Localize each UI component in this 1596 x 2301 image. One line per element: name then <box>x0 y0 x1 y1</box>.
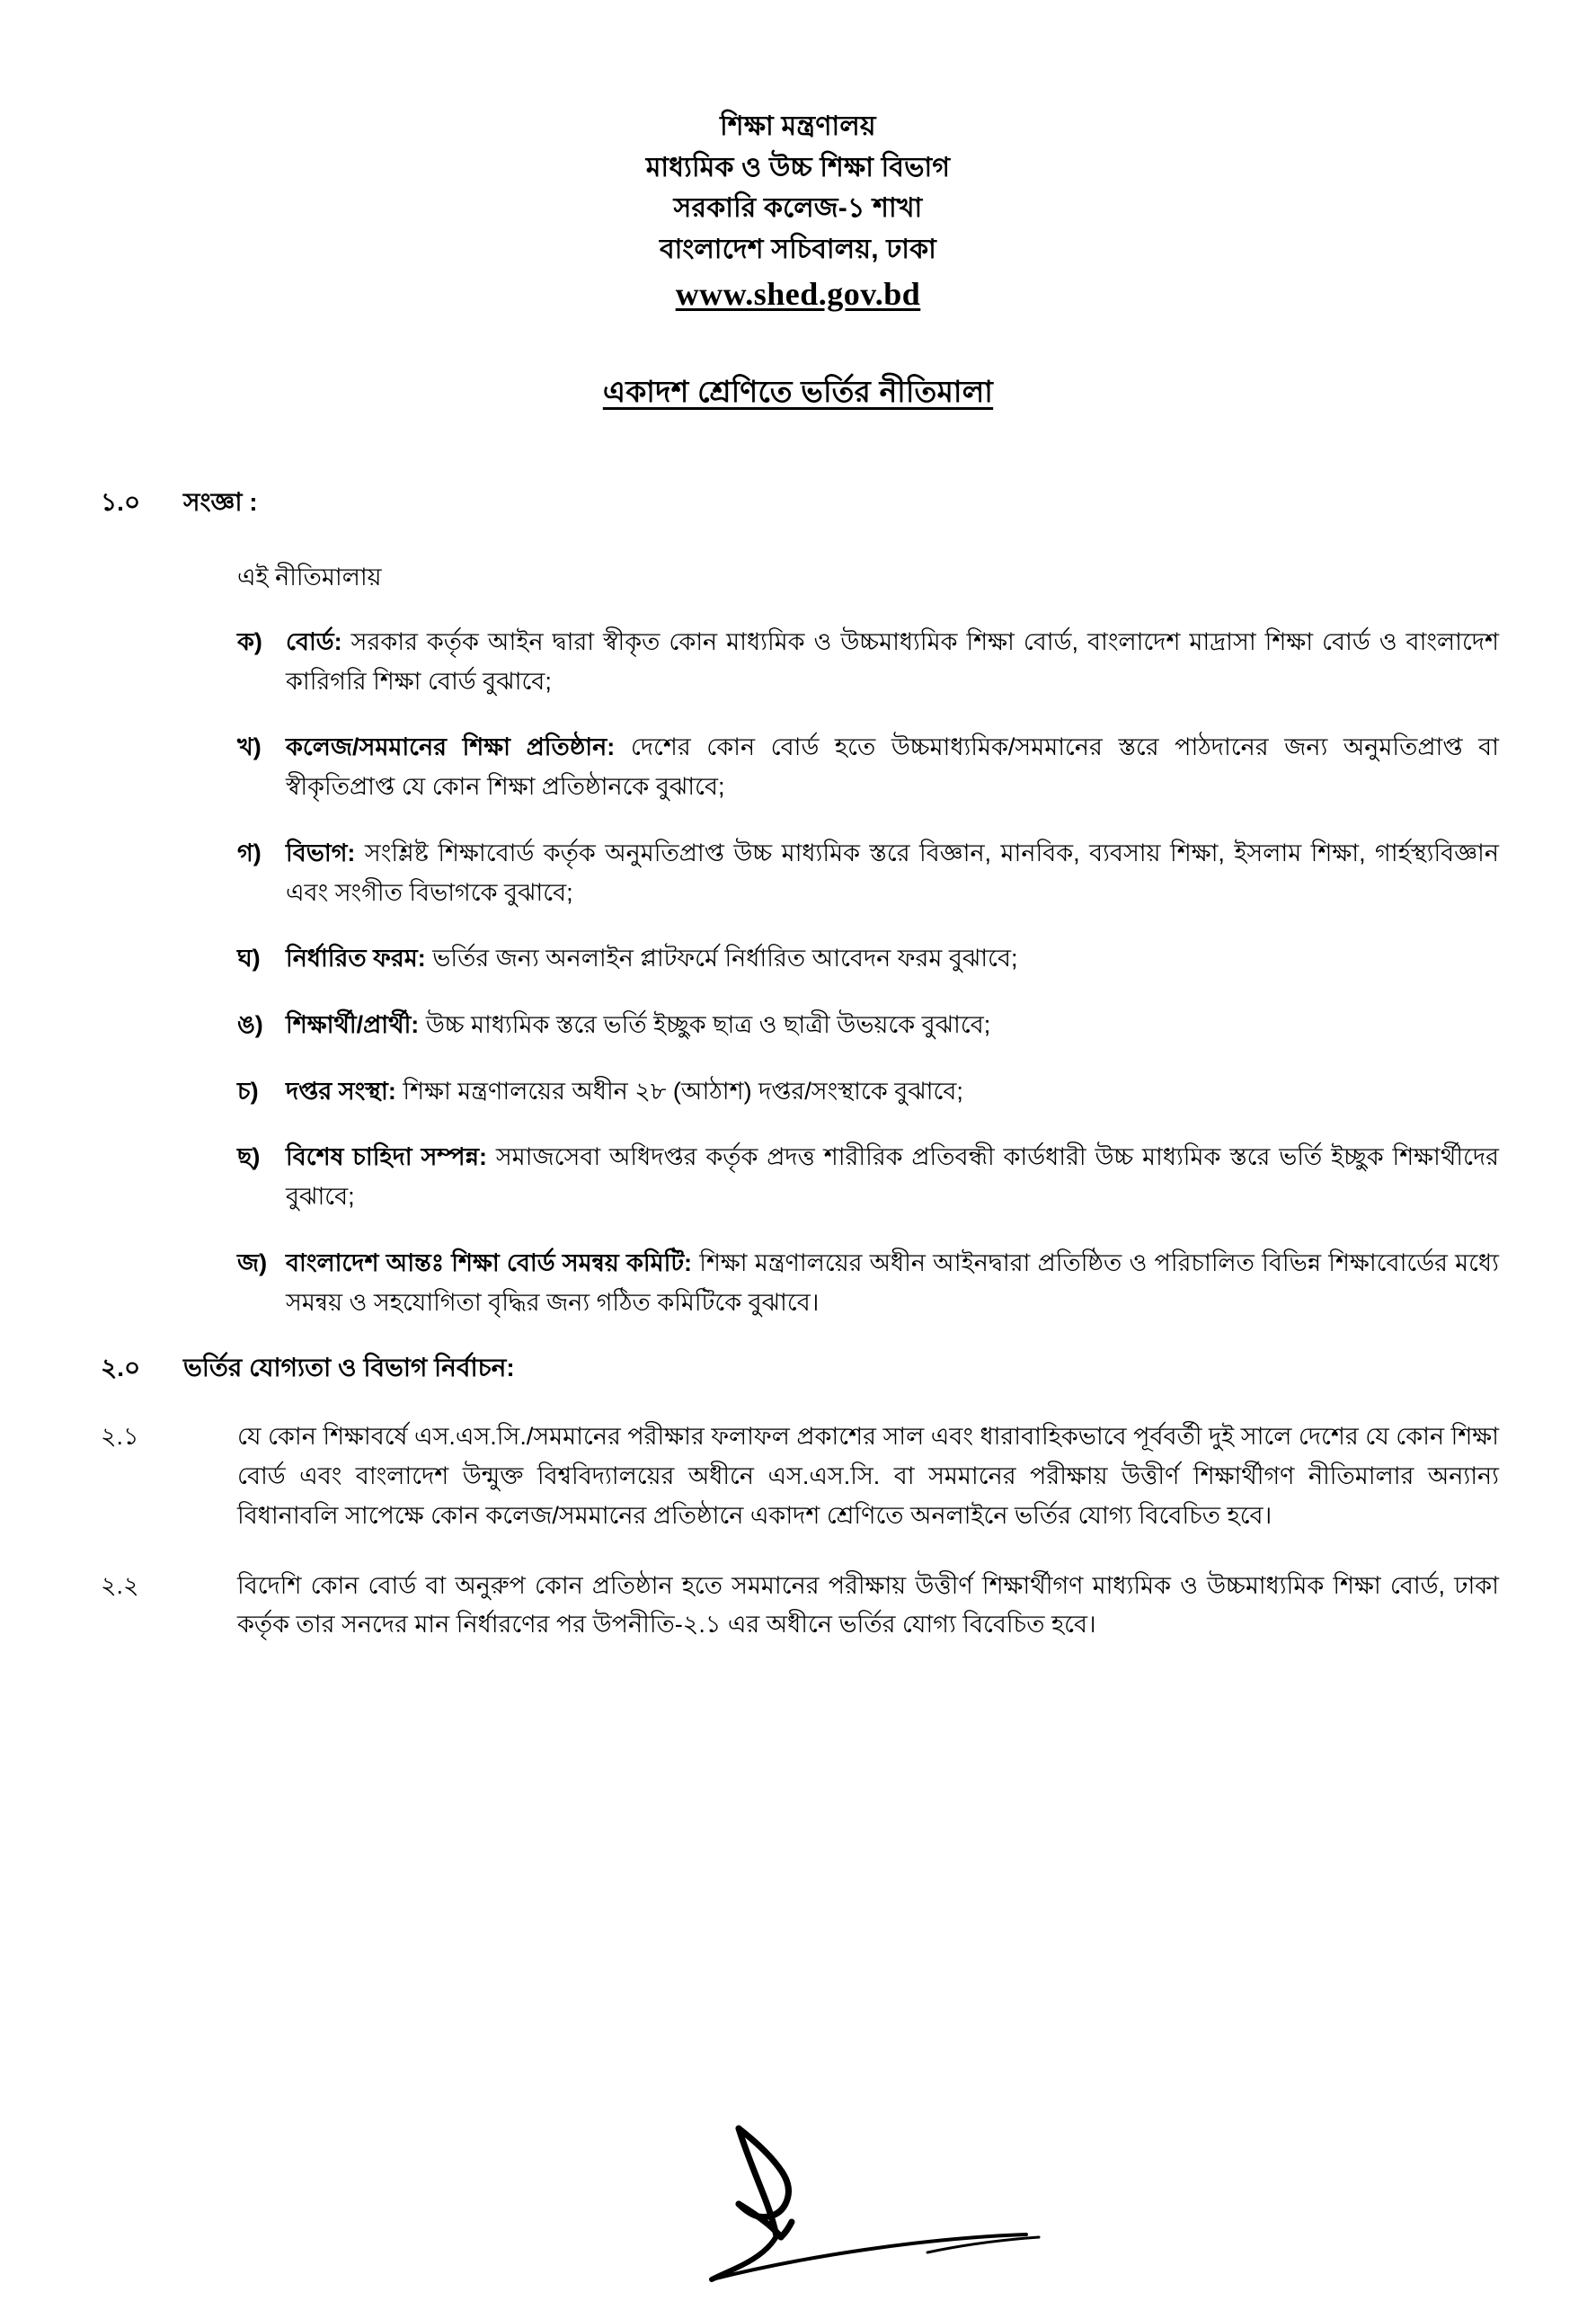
document-body <box>0 484 1596 1645</box>
list-item <box>237 834 1499 912</box>
item-body-gha: ভর্তির জন্য অনলাইন প্লাটফর্মে নির্ধারিত আবেদন ফরম বুঝাবে; <box>432 945 1018 973</box>
item-term-ka: বোর্ড: <box>286 627 342 655</box>
signature <box>692 2121 1069 2292</box>
item-term-ja: বাংলাদেশ আন্তঃ শিক্ষা বোর্ড সমন্বয় কমিটি: <box>286 1248 693 1276</box>
item-text-gha <box>286 939 1499 979</box>
section-number-1: ১.০ <box>101 488 141 517</box>
section-heading-row-eligibility <box>101 1349 1499 1387</box>
paragraph-number-2-2: ২.২ <box>101 1571 139 1599</box>
list-item <box>237 728 1499 806</box>
section-number-2: ২.০ <box>101 1354 141 1382</box>
list-item <box>237 1244 1499 1322</box>
item-marker-cha: চ) <box>237 1077 259 1105</box>
item-text-ga <box>286 834 1499 912</box>
item-term-gha: নির্ধারিত ফরম: <box>286 945 426 973</box>
list-item <box>237 623 1499 701</box>
document-header <box>0 0 1596 313</box>
item-text-ka <box>286 623 1499 701</box>
definitions-list <box>101 623 1499 1323</box>
item-marker-chha: ছ) <box>237 1143 261 1171</box>
item-marker-ja: জ) <box>237 1248 268 1276</box>
item-marker-gha: ঘ) <box>237 945 261 973</box>
item-text-uo <box>286 1006 1499 1045</box>
signature-stroke-icon <box>692 2121 1069 2292</box>
paragraph-2-1 <box>101 1417 1499 1535</box>
item-body-ja: শিক্ষা মন্ত্রণালয়ের অধীন আইনদ্বারা প্রতিষ্ঠিত ও পরিচালিত বিভিন্ন শিক্ষাবোর্ডের মধ্যে সমন্বয় ও সহযোগিতা বৃদ্ধির জন্য গঠিত কমিটিকে বুঝাবে। <box>286 1248 1499 1316</box>
item-body-ka: সরকার কর্তৃক আইন দ্বারা স্বীকৃত কোন মাধ্যমিক ও উচ্চমাধ্যমিক শিক্ষা বোর্ড, বাংলাদেশ মাদ্রাসা শিক্ষা বোর্ড ও বাংলাদেশ কারিগরি শিক্ষা বোর্ড বুঝাবে; <box>286 627 1499 695</box>
item-text-chha <box>286 1138 1499 1216</box>
definitions-intro: এই নীতিমালায় <box>237 564 382 591</box>
item-body-cha: শিক্ষা মন্ত্রণালয়ের অধীন ২৮ (আঠাশ) দপ্তর/সংস্থাকে বুঝাবে; <box>403 1077 963 1105</box>
item-marker-ka: ক) <box>237 627 262 655</box>
item-body-uo: উচ্চ মাধ্যমিক স্তরে ভর্তি ইচ্ছুক ছাত্র ও ছাত্রী উভয়কে বুঝাবে; <box>425 1011 991 1039</box>
list-item <box>237 939 1499 979</box>
item-body-kha: দেশের কোন বোর্ড হতে উচ্চমাধ্যমিক/সমমানের স্তরে পাঠদানের জন্য অনুমতিপ্রাপ্ত বা স্বীকৃতিপ্রাপ্ত যে কোন শিক্ষা প্রতিষ্ঠানকে বুঝাবে; <box>286 733 1499 801</box>
list-item <box>237 1072 1499 1112</box>
header-line-branch: সরকারি কলেজ-১ শাখা <box>673 193 923 224</box>
website-url[interactable]: www.shed.gov.bd <box>675 276 921 313</box>
section-title-2: ভর্তির যোগ্যতা ও বিভাগ নির্বাচন: <box>183 1354 515 1382</box>
item-text-kha <box>286 728 1499 806</box>
paragraph-text-2-1: যে কোন শিক্ষাবর্ষে এস.এস.সি./সমমানের পরীক্ষার ফলাফল প্রকাশের সাল এবং ধারাবাহিকভাবে পূর্ববর্তী দুই সালে দেশের যে কোন শিক্ষা বোর্ড এবং বাংলাদেশ উন্মুক্ত বিশ্ববিদ্যালয়ের অধীনে এস.এস.সি. বা সমমানের পরীক্ষায় উত্তীর্ণ শিক্ষার্থীগণ নীতিমালার অন্যান্য বিধানাবলি সাপেক্ষে কোন কলেজ/সমমানের প্রতিষ্ঠানে একাদশ শ্রেণিতে অনলাইনে ভর্তির যোগ্য বিবেচিত হবে। <box>237 1423 1499 1529</box>
section-title-1: সংজ্ঞা : <box>183 488 258 517</box>
header-line-address: বাংলাদেশ সচিবালয়, ঢাকা <box>659 234 937 264</box>
header-line-ministry: শিক্ষা মন্ত্রণালয় <box>720 111 876 141</box>
item-body-ga: সংশ্লিষ্ট শিক্ষাবোর্ড কর্তৃক অনুমতিপ্রাপ্ত উচ্চ মাধ্যমিক স্তরে বিজ্ঞান, মানবিক, ব্যবসায় শিক্ষা, ইসলাম শিক্ষা, গার্হস্থ্যবিজ্ঞান এবং সংগীত বিভাগকে বুঝাবে; <box>286 839 1499 906</box>
paragraph-2-2 <box>101 1567 1499 1645</box>
item-text-ja <box>286 1244 1499 1322</box>
item-text-cha <box>286 1072 1499 1112</box>
list-item <box>237 1006 1499 1045</box>
paragraph-number-2-1: ২.১ <box>101 1423 139 1451</box>
item-marker-ga: গ) <box>237 839 262 866</box>
page-title: একাদশ শ্রেণিতে ভর্তির নীতিমালা <box>602 375 994 409</box>
list-item <box>237 1138 1499 1216</box>
item-term-cha: দপ্তর সংস্থা: <box>286 1077 396 1105</box>
item-body-chha: সমাজসেবা অধিদপ্তর কর্তৃক প্রদত্ত শারীরিক প্রতিবন্ধী কার্ডধারী উচ্চ মাধ্যমিক স্তরে ভর্তি ইচ্ছুক শিক্ষার্থীদের বুঝাবে; <box>286 1143 1499 1211</box>
item-marker-uo: ঙ) <box>237 1011 263 1039</box>
section-heading-row-definitions <box>101 484 1499 521</box>
paragraph-text-2-2: বিদেশি কোন বোর্ড বা অনুরুপ কোন প্রতিষ্ঠান হতে সমমানের পরীক্ষায় উত্তীর্ণ শিক্ষার্থীগণ মাধ্যমিক ও উচ্চমাধ্যমিক শিক্ষা বোর্ড, ঢাকা কর্তৃক তার সনদের মান নির্ধারণের পর উপনীতি-২.১ এর অধীনে ভর্তির যোগ্য বিবেচিত হবে। <box>237 1571 1499 1639</box>
item-term-kha: কলেজ/সমমানের শিক্ষা প্রতিষ্ঠান: <box>286 733 616 761</box>
item-term-chha: বিশেষ চাহিদা সম্পন্ন: <box>286 1143 487 1171</box>
item-term-ga: বিভাগ: <box>286 839 356 866</box>
item-marker-kha: খ) <box>237 733 262 761</box>
item-term-uo: শিক্ষার্থী/প্রার্থী: <box>286 1011 420 1039</box>
header-line-division: মাধ্যমিক ও উচ্চ শিক্ষা বিভাগ <box>645 152 951 182</box>
